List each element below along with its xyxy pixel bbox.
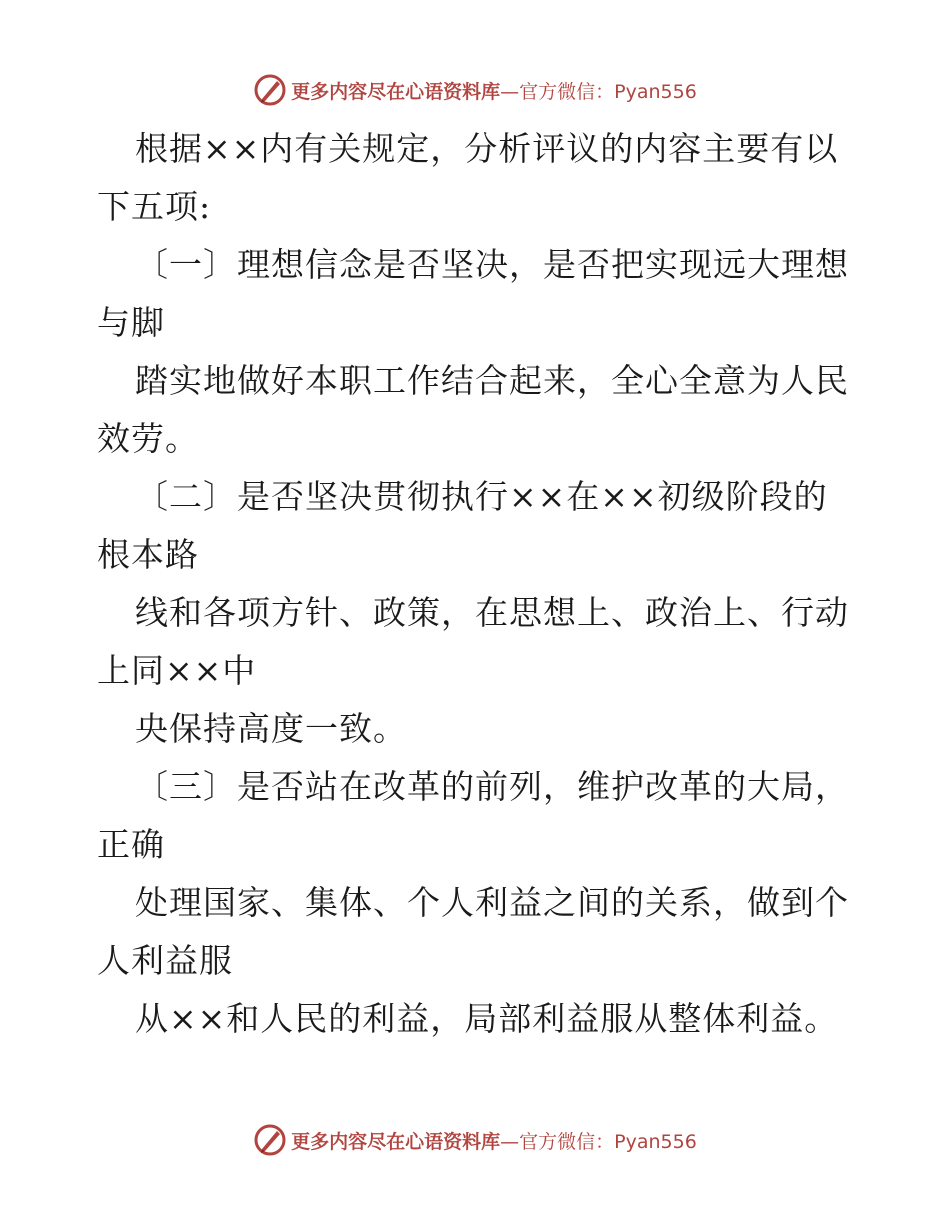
text-line: 根据××内有关规定，分析评议的内容主要有以 [135, 129, 839, 168]
text-line: 正确 [97, 825, 165, 864]
text-line: 处理国家、集体、个人利益之间的关系，做到个 [135, 883, 849, 922]
text-line: 〔三〕是否站在改革的前列，维护改革的大局， [135, 767, 849, 806]
quill-pen-icon [253, 1123, 287, 1157]
text-line: 人利益服 [97, 941, 233, 980]
text-line: 从××和人民的利益，局部利益服从整体利益。 [135, 999, 839, 1038]
text-line: 央保持高度一致。 [135, 709, 407, 748]
header-banner [0, 70, 950, 110]
banner-main-text: 更多内容尽在心语资料库 [291, 80, 501, 103]
text-line: 与脚 [97, 303, 165, 342]
banner-contact-text: —官方微信：Pyan556 [500, 1130, 697, 1153]
text-line: 上同××中 [97, 651, 257, 690]
text-line: 效劳。 [97, 419, 199, 458]
text-line: 〔一〕理想信念是否坚决，是否把实现远大理想 [135, 245, 849, 284]
text-line: 线和各项方针、政策，在思想上、政治上、行动 [135, 593, 849, 632]
footer-banner [0, 1120, 950, 1160]
text-line: 下五项: [97, 187, 212, 226]
text-line: 根本路 [97, 535, 199, 574]
document-body [97, 120, 857, 1048]
text-line: 〔二〕是否坚决贯彻执行××在××初级阶段的 [135, 477, 828, 516]
banner-contact-text: —官方微信：Pyan556 [500, 80, 697, 103]
quill-pen-icon [253, 73, 287, 107]
banner-main-text: 更多内容尽在心语资料库 [291, 1130, 501, 1153]
text-line: 踏实地做好本职工作结合起来，全心全意为人民 [135, 361, 849, 400]
